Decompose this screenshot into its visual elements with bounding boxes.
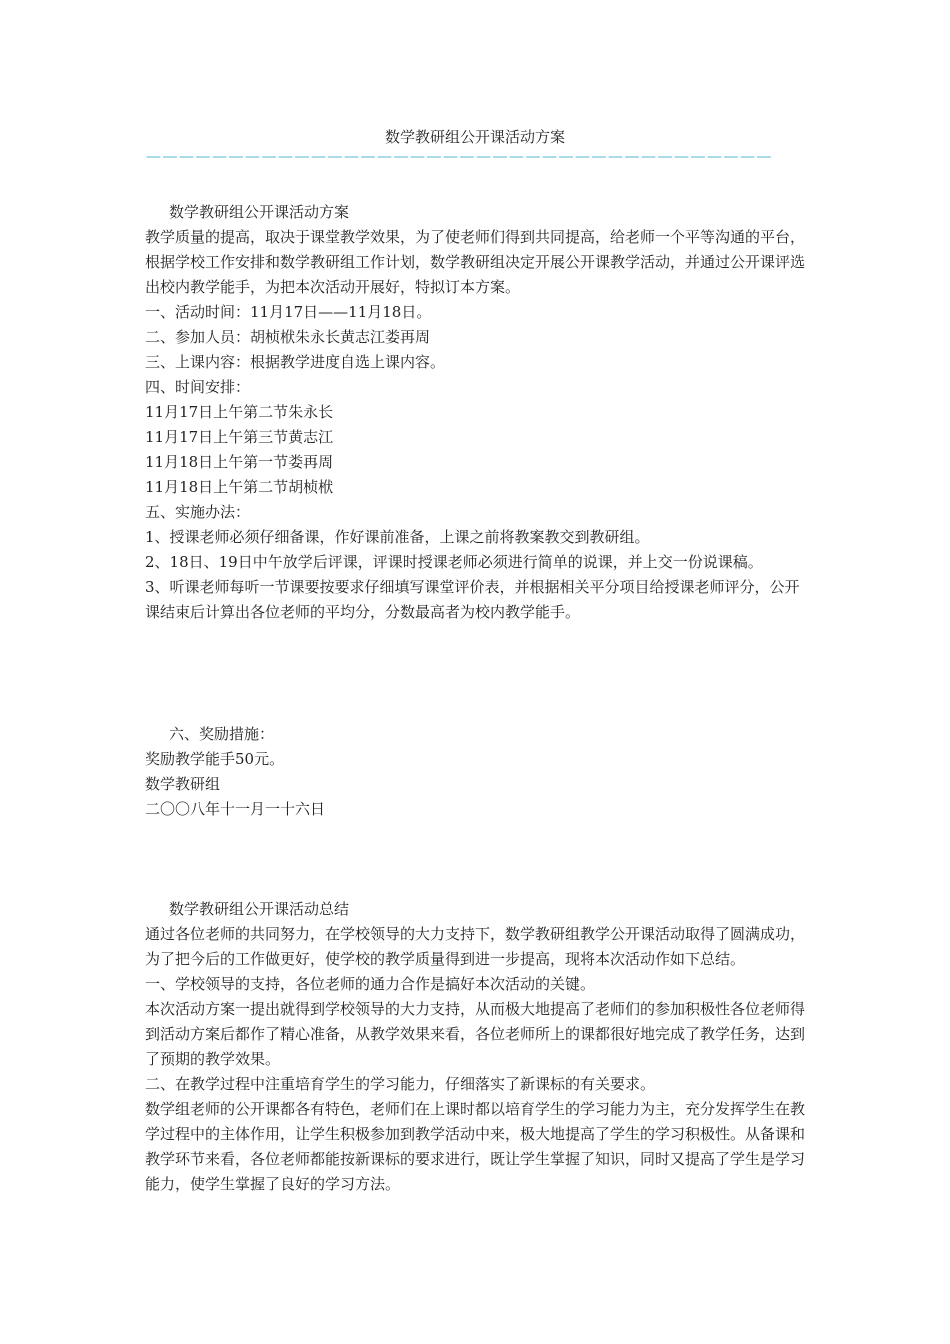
method-item: 1、授课老师必须仔细备课，作好课前准备，上课之前将教案教交到教研组。 [145, 528, 650, 546]
schedule-heading: 四、时间安排： [145, 378, 251, 396]
reward-heading: 六、奖励措施： [169, 725, 275, 743]
plan-heading: 数学教研组公开课活动方案 [169, 203, 350, 221]
plan-content: 三、上课内容：根据教学进度自选上课内容。 [145, 353, 446, 371]
method-item: 2、18日、19日中午放学后评课，评课时授课老师必须进行简单的说课，并上交一份说课稿。 [145, 553, 763, 571]
summary-point-1: 一、学校领导的支持，各位老师的通力合作是搞好本次活动的关键。 [145, 975, 596, 993]
date: 二〇〇八年十一月一十六日 [145, 800, 326, 818]
signature: 数学教研组 [145, 775, 221, 793]
summary-section [145, 897, 810, 1197]
summary-intro: 通过各位老师的共同努力，在学校领导的大力支持下，数学教研组教学公开课活动取得了圆满成功，为了把今后的工作做更好，使学校的教学质量得到进一步提高，现将本次活动作如下总结。 [145, 925, 806, 968]
plan-section [145, 200, 810, 625]
schedule-item: 11月17日上午第三节黄志江 [145, 428, 334, 446]
schedule-item: 11月17日上午第二节朱永长 [145, 403, 334, 421]
methods-heading: 五、实施办法： [145, 503, 251, 521]
schedule-item: 11月18日上午第二节胡桢栿 [145, 478, 334, 496]
plan-time: 一、活动时间：11月17日——11月18日。 [145, 303, 432, 321]
method-item: 3、听课老师每听一节课要按要求仔细填写课堂评价表，并根据相关平分项目给授课老师评分，公开课结束后计算出各位老师的平均分，分数最高者为校内教学能手。 [145, 578, 800, 621]
plan-participants: 二、参加人员：胡桢栿朱永长黄志江娄再周 [145, 328, 431, 346]
reward-text: 奖励教学能手50元。 [145, 750, 285, 768]
schedule-item: 11月18日上午第一节娄再周 [145, 453, 334, 471]
title-divider: —————————————————————————————————————— [146, 147, 773, 165]
summary-point-2-text: 数学组老师的公开课都各有特色，老师们在上课时都以培育学生的学习能力为主，充分发挥学生在教学过程中的主体作用，让学生积极参加到教学活动中来，极大地提高了学生的学习积极性。从备课和教学环节来看，各位老师都能按新课标的要求进行，既让学生掌握了知识，同时又提高了学生是学习能力，使学生掌握了良好的学习方法。 [145, 1100, 806, 1193]
reward-section [145, 722, 810, 822]
plan-intro: 教学质量的提高，取决于课堂教学效果，为了使老师们得到共同提高，给老师一个平等沟通的平台，根据学校工作安排和数学教研组工作计划，数学教研组决定开展公开课教学活动，并通过公开课评选出校内教学能手，为把本次活动开展好，特拟订本方案。 [145, 228, 806, 296]
summary-point-1-text: 本次活动方案一提出就得到学校领导的大力支持，从而极大地提高了老师们的参加积极性各位老师得到活动方案后都作了精心准备，从教学效果来看，各位老师所上的课都很好地完成了教学任务，达到了预期的教学效果。 [145, 1000, 806, 1068]
page-title: 数学教研组公开课活动方案 [384, 128, 565, 146]
summary-heading: 数学教研组公开课活动总结 [169, 900, 350, 918]
summary-point-2: 二、在教学过程中注重培育学生的学习能力，仔细落实了新课标的有关要求。 [145, 1075, 656, 1093]
